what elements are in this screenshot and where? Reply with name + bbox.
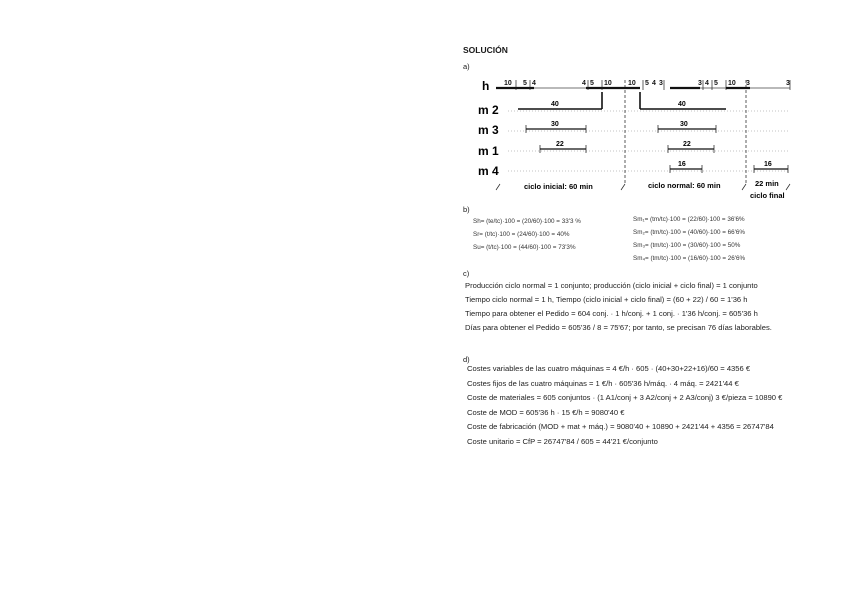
top-num: 5 xyxy=(590,80,594,87)
part-b-label: b) xyxy=(463,205,470,214)
text-line: Tiempo ciclo normal = 1 h, Tiempo (ciclo inicial + ciclo final) = (60 + 22) / 60 = 1'36 h xyxy=(465,295,748,304)
stat-right: Sm₁= (tm/tc)·100 = (22/60)·100 = 36'6% xyxy=(633,216,745,223)
top-num: 5 xyxy=(645,80,649,87)
top-num: 5 xyxy=(523,80,527,87)
row-label-h: h xyxy=(482,79,490,93)
part-c-label: c) xyxy=(463,269,470,278)
top-num: 10 xyxy=(504,80,512,87)
row-label-m2: m 2 xyxy=(478,103,499,117)
text-line: Tiempo para obtener el Pedido = 604 conj. · 1 h/conj. + 1 conj. · 1'36 h/conj. = 605'36 h xyxy=(465,309,758,318)
row-label-m4: m 4 xyxy=(478,164,499,178)
top-num: 10 xyxy=(628,80,636,87)
stat-right: Sm₄= (tm/tc)·100 = (16/60)·100 = 26'6% xyxy=(633,255,746,262)
bar-label: 40 xyxy=(678,101,686,108)
top-num: 10 xyxy=(728,80,736,87)
top-num: 4 xyxy=(532,80,536,87)
text-line: Producción ciclo normal = 1 conjunto; producción (ciclo inicial + ciclo final) = 1 conjunto xyxy=(465,281,758,290)
cycle-initial-label: ciclo inicial: 60 min xyxy=(524,182,593,191)
gantt-diagram xyxy=(478,72,798,204)
text-line: Costes fijos de las cuatro máquinas = 1 €/h · 605'36 h/máq. · 4 máq. = 2421'44 € xyxy=(467,379,739,388)
bar-label: 22 xyxy=(556,141,564,148)
text-line: Costes variables de las cuatro máquinas = 4 €/h · 605 · (40+30+22+16)/60 = 4356 € xyxy=(467,364,751,373)
bar-label: 16 xyxy=(678,161,686,168)
cycle-final-minutes: 22 min xyxy=(755,179,779,188)
stat-left: Sh= (te/tc)·100 = (20/60)·100 = 33'3 % xyxy=(473,218,581,225)
top-num: 5 xyxy=(714,80,718,87)
row-label-m1: m 1 xyxy=(478,144,499,158)
top-num: 4 xyxy=(582,80,586,87)
stat-left: Su= (t/tc)·100 = (44/60)·100 = 73'3% xyxy=(473,244,576,251)
top-num: 3 xyxy=(698,80,702,87)
top-num: 10 xyxy=(604,80,612,87)
bar-label: 30 xyxy=(680,121,688,128)
top-num: 3 xyxy=(746,80,750,87)
cycle-final-label: ciclo final xyxy=(750,191,785,200)
top-num: 4 xyxy=(705,80,709,87)
stat-right: Sm₃= (tm/tc)·100 = (30/60)·100 = 50% xyxy=(633,242,741,249)
text-line: Coste unitario = CfP = 26747'84 / 605 = 44'21 €/conjunto xyxy=(467,437,658,446)
part-d-label: d) xyxy=(463,355,470,364)
top-num: 4 xyxy=(652,80,656,87)
part-a-label: a) xyxy=(463,62,470,71)
solution-heading: SOLUCIÓN xyxy=(463,45,508,55)
row-label-m3: m 3 xyxy=(478,123,499,137)
text-line: Coste de materiales = 605 conjuntos · (1 A1/conj + 3 A2/conj + 2 A3/conj) 3 €/pieza = 10890 € xyxy=(467,393,783,402)
stat-left: Sr= (t/tc)·100 = (24/60)·100 = 40% xyxy=(473,231,570,238)
text-line: Coste de MOD = 605'36 h · 15 €/h = 9080'40 € xyxy=(467,408,625,417)
text-line: Coste de fabricación (MOD + mat + máq.) = 9080'40 + 10890 + 2421'44 + 4356 = 26747'84 xyxy=(467,422,774,431)
stat-right: Sm₂= (tm/tc)·100 = (40/60)·100 = 66'6% xyxy=(633,229,745,236)
text-line: Días para obtener el Pedido = 605'36 / 8 = 75'67; por tanto, se precisan 76 días laborables. xyxy=(465,323,772,332)
bar-label: 16 xyxy=(764,161,772,168)
bar-label: 30 xyxy=(551,121,559,128)
bar-label: 40 xyxy=(551,101,559,108)
bar-label: 22 xyxy=(683,141,691,148)
top-num: 3 xyxy=(659,80,663,87)
cycle-normal-label: ciclo normal: 60 min xyxy=(648,181,721,190)
top-num: 3 xyxy=(786,80,790,87)
